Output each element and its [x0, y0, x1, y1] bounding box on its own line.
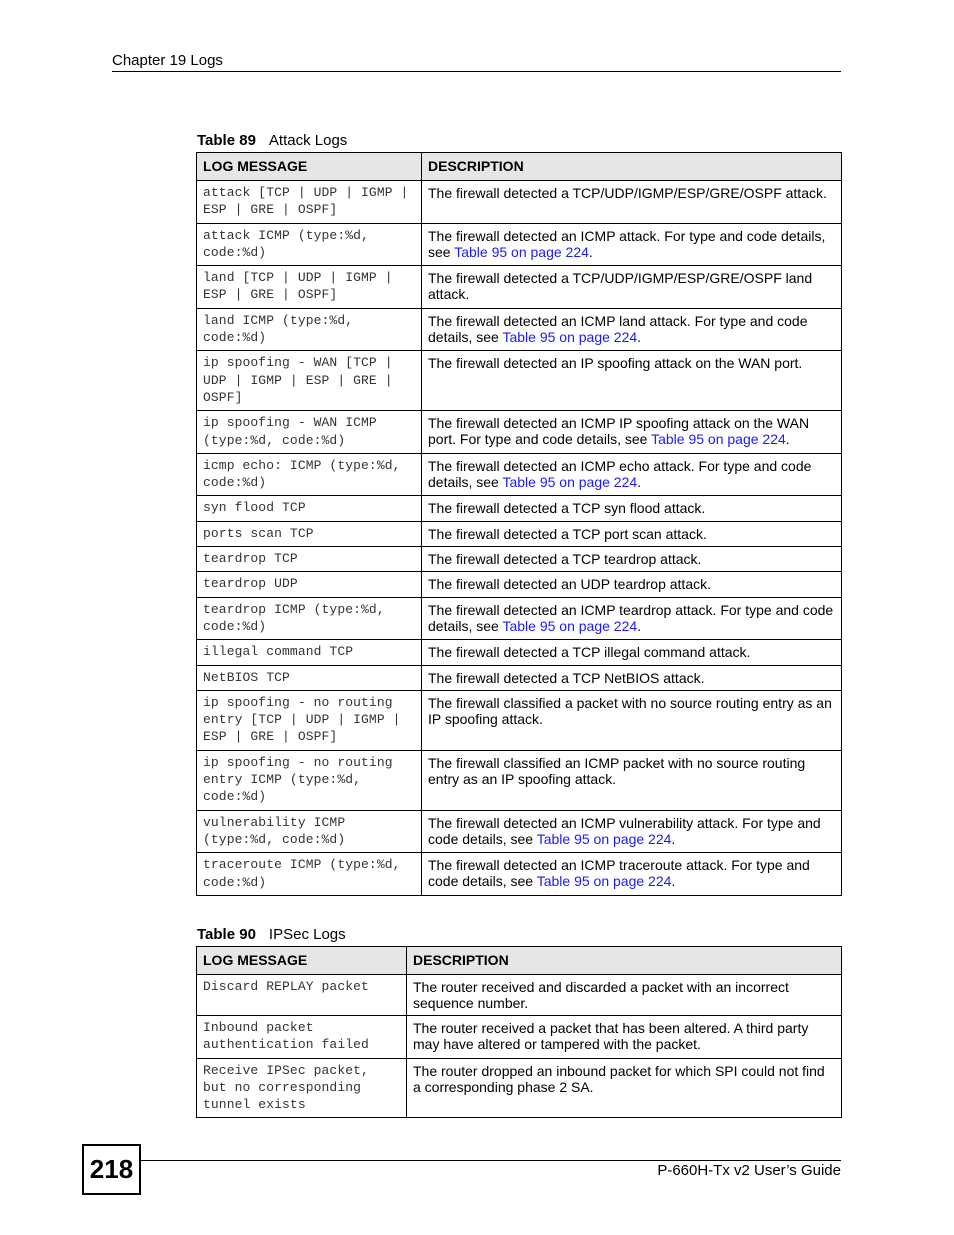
- column-header-description: DESCRIPTION: [407, 947, 842, 975]
- log-message-cell: Inbound packet authentication failed: [197, 1016, 407, 1059]
- log-message-cell: illegal command TCP: [197, 640, 422, 665]
- description-text: The firewall detected an ICMP traceroute attack. For type and code details, see: [428, 857, 810, 890]
- description-text: The router received and discarded a packet with an incorrect sequence number.: [413, 979, 789, 1011]
- description-cell: [422, 750, 842, 810]
- log-message-cell: land [TCP | UDP | IGMP | ESP | GRE | OSPF]: [197, 266, 422, 309]
- table-row: [197, 496, 842, 521]
- description-text: The firewall classified a packet with no source routing entry as an IP spoofing attack.: [428, 694, 832, 727]
- description-end: .: [637, 328, 642, 345]
- description-text: The firewall classified an ICMP packet with no source routing entry as an IP spoofing attack.: [428, 754, 806, 787]
- table-header-row: [197, 947, 842, 975]
- description-text: The firewall detected an UDP teardrop attack.: [428, 576, 712, 593]
- table-row: [197, 975, 842, 1016]
- table-row: [197, 1058, 842, 1118]
- log-message-cell: ip spoofing - WAN ICMP (type:%d, code:%d): [197, 411, 422, 454]
- description-text: The firewall detected an ICMP teardrop attack. For type and code details, see: [428, 601, 834, 634]
- description-cell: [422, 665, 842, 690]
- column-header-description: DESCRIPTION: [422, 153, 842, 181]
- table-row: [197, 547, 842, 572]
- cross-reference-link[interactable]: Table 95 on page 224: [454, 243, 589, 260]
- description-text: The firewall detected a TCP/UDP/IGMP/ESP/GRE/OSPF land attack.: [428, 270, 813, 303]
- description-end: .: [588, 243, 593, 260]
- column-header-log-message: LOG MESSAGE: [197, 153, 422, 181]
- log-message-cell: vulnerability ICMP (type:%d, code:%d): [197, 810, 422, 853]
- cross-reference-link[interactable]: Table 95 on page 224: [502, 617, 638, 634]
- description-cell: [422, 521, 842, 546]
- description-cell: [407, 975, 842, 1016]
- log-message-cell: traceroute ICMP (type:%d, code:%d): [197, 853, 422, 896]
- log-message-cell: ip spoofing - no routing entry ICMP (type:%d, code:%d): [197, 750, 422, 810]
- description-cell: [407, 1058, 842, 1118]
- ipsec-logs-table: [196, 946, 842, 1118]
- table-row: [197, 411, 842, 454]
- description-cell: [422, 453, 842, 496]
- description-cell: [422, 223, 842, 266]
- table-row: [197, 690, 842, 750]
- description-text: The firewall detected an ICMP land attack. For type and code details, see: [428, 312, 808, 345]
- log-message-cell: attack ICMP (type:%d, code:%d): [197, 223, 422, 266]
- chapter-title: Chapter 19 Logs: [112, 52, 223, 69]
- description-text: The firewall detected a TCP teardrop attack.: [428, 551, 702, 568]
- table-row: [197, 521, 842, 546]
- cross-reference-link[interactable]: Table 95 on page 224: [536, 830, 672, 847]
- log-message-cell: NetBIOS TCP: [197, 665, 422, 690]
- table-row: [197, 810, 842, 853]
- table-row: [197, 453, 842, 496]
- table-row: [197, 223, 842, 266]
- description-text: The firewall detected an ICMP attack. For type and code details, see: [428, 227, 826, 260]
- description-text: The firewall detected a TCP/UDP/IGMP/ESP/GRE/OSPF attack.: [428, 185, 827, 201]
- description-cell: [422, 597, 842, 640]
- description-text: The router dropped an inbound packet for which SPI could not find a corresponding phase 2 SA.: [413, 1062, 825, 1095]
- description-cell: [422, 810, 842, 853]
- column-header-log-message: LOG MESSAGE: [197, 947, 407, 975]
- description-cell: [422, 411, 842, 454]
- cross-reference-link[interactable]: Table 95 on page 224: [536, 873, 672, 890]
- description-text: The firewall detected a TCP syn flood attack.: [428, 500, 706, 517]
- log-message-cell: land ICMP (type:%d, code:%d): [197, 308, 422, 351]
- log-message-cell: teardrop TCP: [197, 547, 422, 572]
- description-text: The firewall detected an IP spoofing attack on the WAN port.: [428, 355, 803, 372]
- log-message-cell: icmp echo: ICMP (type:%d, code:%d): [197, 453, 422, 496]
- table-title: IPSec Logs: [268, 926, 346, 943]
- log-message-cell: syn flood TCP: [197, 496, 422, 521]
- description-cell: [422, 690, 842, 750]
- chapter-header: [112, 52, 841, 72]
- cross-reference-link[interactable]: Table 95 on page 224: [651, 431, 786, 448]
- table-header-row: [197, 153, 842, 181]
- log-message-cell: ip spoofing - WAN [TCP | UDP | IGMP | ESP | GRE | OSPF]: [197, 351, 422, 411]
- description-end: .: [637, 617, 642, 634]
- log-message-cell: teardrop UDP: [197, 572, 422, 597]
- table-row: [197, 665, 842, 690]
- log-message-cell: ports scan TCP: [197, 521, 422, 546]
- page-number: 218: [82, 1144, 141, 1195]
- description-cell: [422, 853, 842, 896]
- footer-divider: [141, 1160, 841, 1161]
- log-message-cell: ip spoofing - no routing entry [TCP | UDP | IGMP | ESP | GRE | OSPF]: [197, 690, 422, 750]
- ipsec-logs-body: [197, 975, 842, 1118]
- attack-logs-body: [197, 181, 842, 896]
- table-number: Table 89: [197, 132, 256, 149]
- description-cell: [422, 351, 842, 411]
- description-text: The firewall detected a TCP port scan attack.: [428, 525, 707, 542]
- cross-reference-link[interactable]: Table 95 on page 224: [502, 328, 638, 345]
- attack-logs-table: [196, 152, 842, 896]
- log-message-cell: Receive IPSec packet, but no corresponding tunnel exists: [197, 1058, 407, 1118]
- description-cell: [422, 640, 842, 665]
- description-text: The router received a packet that has been altered. A third party may have altered or tampered with the packet.: [413, 1020, 809, 1052]
- description-cell: [422, 181, 842, 224]
- table-row: [197, 750, 842, 810]
- description-text: The firewall detected a TCP NetBIOS attack.: [428, 669, 705, 686]
- description-cell: [422, 496, 842, 521]
- description-cell: [422, 266, 842, 309]
- log-message-cell: Discard REPLAY packet: [197, 975, 407, 1016]
- description-cell: [422, 308, 842, 351]
- table-row: [197, 266, 842, 309]
- description-cell: [407, 1016, 842, 1059]
- table-row: [197, 572, 842, 597]
- description-text: The firewall detected an ICMP IP spoofing attack on the WAN port. For type and code details, see: [428, 415, 810, 448]
- description-cell: [422, 572, 842, 597]
- table-row: [197, 351, 842, 411]
- description-text: The firewall detected a TCP illegal command attack.: [428, 644, 751, 661]
- table-row: [197, 853, 842, 896]
- table-row: [197, 597, 842, 640]
- log-message-cell: teardrop ICMP (type:%d, code:%d): [197, 597, 422, 640]
- table-89-caption: [197, 132, 347, 150]
- description-end: .: [637, 473, 642, 490]
- description-end: .: [671, 830, 676, 847]
- table-row: [197, 181, 842, 224]
- description-text: The firewall detected an ICMP echo attack. For type and code details, see: [428, 457, 812, 490]
- table-90-caption: [197, 926, 346, 944]
- description-end: .: [671, 873, 676, 890]
- table-row: [197, 640, 842, 665]
- table-row: [197, 1016, 842, 1059]
- guide-title: P-660H-Tx v2 User’s Guide: [657, 1162, 841, 1179]
- description-cell: [422, 547, 842, 572]
- log-message-cell: attack [TCP | UDP | IGMP | ESP | GRE | OSPF]: [197, 181, 422, 224]
- table-row: [197, 308, 842, 351]
- table-title: Attack Logs: [268, 132, 348, 149]
- cross-reference-link[interactable]: Table 95 on page 224: [502, 473, 638, 490]
- description-end: .: [785, 431, 790, 448]
- description-text: The firewall detected an ICMP vulnerability attack. For type and code details, see: [428, 814, 821, 847]
- table-number: Table 90: [197, 926, 256, 943]
